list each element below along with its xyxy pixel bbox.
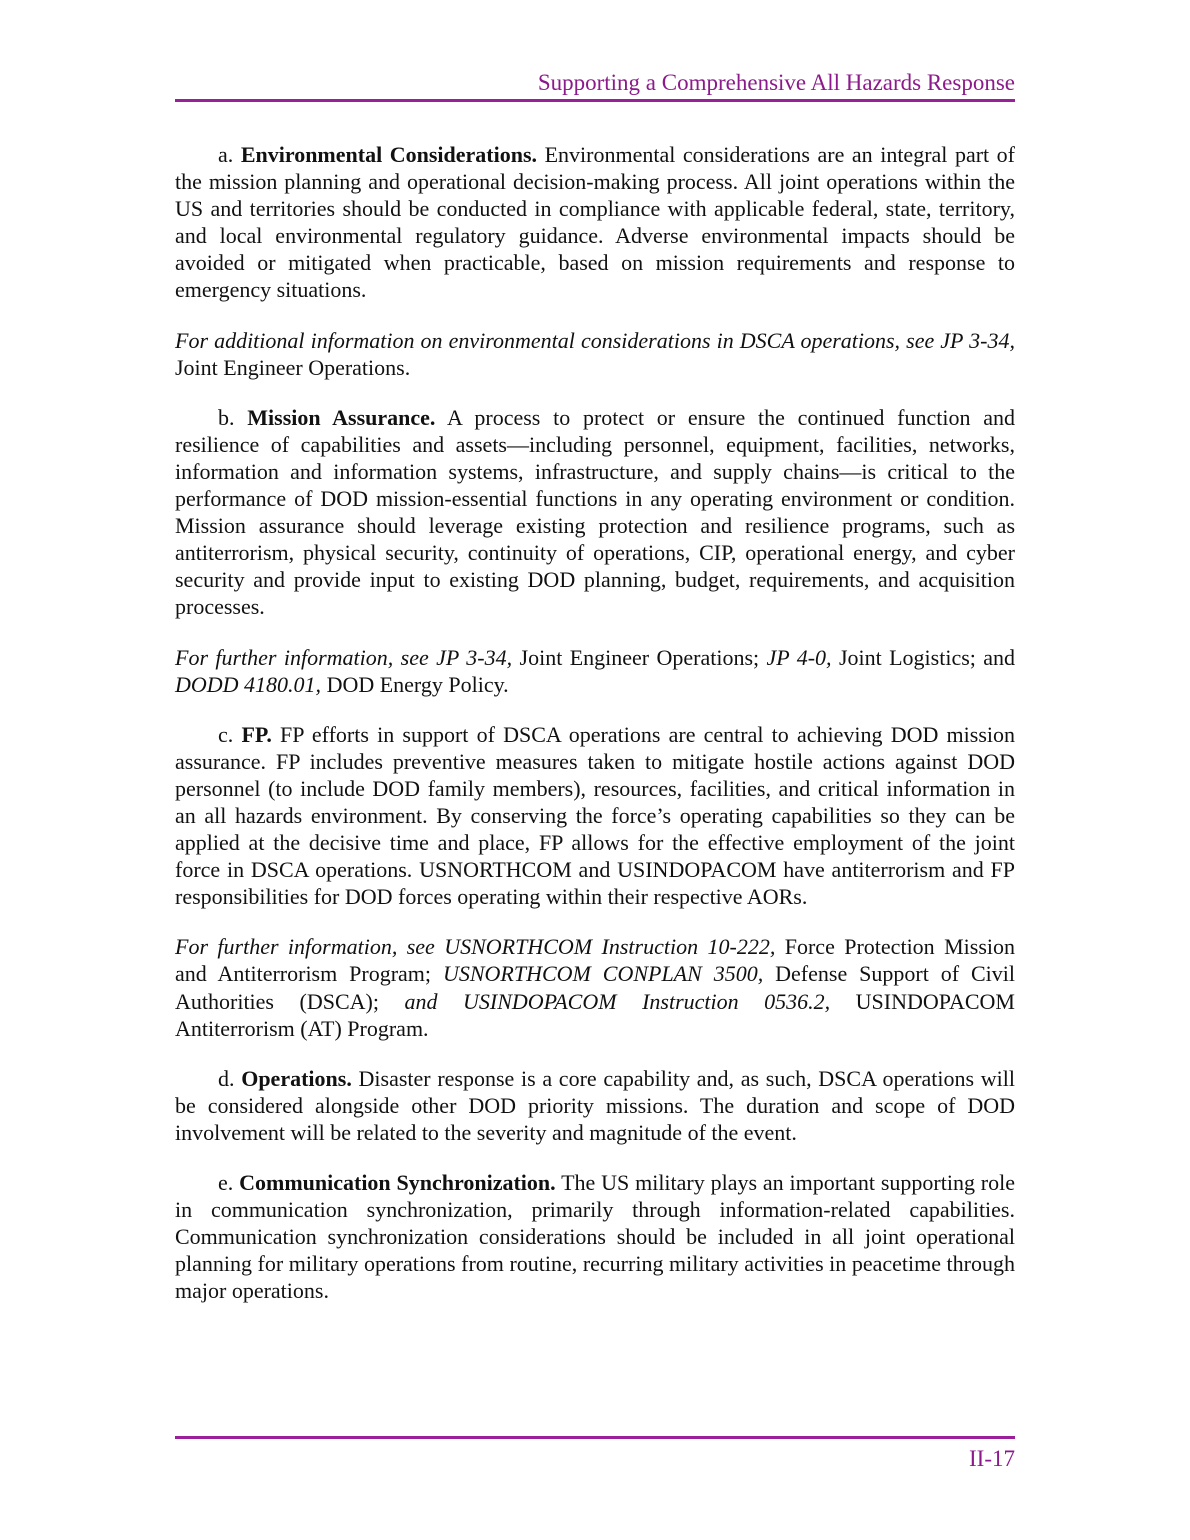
reference-title: Defense Support of Civil Authorities (DSCA); <box>175 961 1015 1014</box>
paragraph-body: Disaster response is a core capability and, as such, DSCA operations will be considered alongside other DOD priority missions. The duration and scope of DOD involvement will be related to the severity and magnitude of the event. <box>175 1065 1016 1145</box>
reference-title: Force Protection Mission and Antiterrorism Program; <box>175 934 1015 987</box>
reference-title: Joint Engineer Operations. <box>175 354 411 380</box>
reference-lead: For additional information on environmental considerations in DSCA operations, see JP 3-34, <box>175 327 1015 353</box>
paragraph-communication-synchronization <box>175 1169 1015 1304</box>
reference-lead: For further information, see JP 3-34, <box>175 644 513 670</box>
reference-title: Joint Engineer Operations; <box>519 644 760 670</box>
reference-lead: For further information, see USNORTHCOM Instruction 10-222, <box>175 934 776 960</box>
paragraph-marker: c. <box>218 721 234 747</box>
paragraph-body: A process to protect or ensure the continued function and resilience of capabilities and assets—including personnel, equipment, facilities, networks, information and information systems, infrastructure, and supply chains—is critical to the performance of DOD mission-essential functions in any operating environment or condition. Mission assurance should leverage existing protection and resilience programs, such as antiterrorism, physical security, continuity of operations, CIP, operational energy, and cyber security and provide input to existing DOD planning, budget, requirements, and acquisition processes. <box>175 404 1015 620</box>
paragraph-marker: a. <box>218 142 234 167</box>
footer-rule <box>175 1436 1015 1439</box>
reference-note-force-protection <box>175 933 1015 1041</box>
paragraph-body: The US military plays an important supporting role in communication synchronization, primarily through information-related capabilities. Communication synchronization considerations should be included in all joint operational planning for military operations from routine, recurring military activities in peacetime through major operations. <box>175 1170 1016 1304</box>
reference-note-mission-assurance <box>175 644 1015 698</box>
paragraph-heading: Environmental Considerations. <box>240 142 538 167</box>
paragraph-body: FP efforts in support of DSCA operations are central to achieving DOD mission assurance. FP includes preventive measures taken to mitigate hostile actions against DOD personnel (to include DOD family members), resources, facilities, and critical information in an all hazards environment. By conserving the force’s operating capabilities so they can be applied at the decisive time and place, FP allows for the effective employment of the joint force in DSCA operations. USNORTHCOM and USINDOPACOM have antiterrorism and FP responsibilities for DOD forces operating within their respective AORs. <box>175 721 1016 910</box>
paragraph-marker: b. <box>218 404 235 430</box>
header-rule <box>175 99 1015 102</box>
reference-citation: USNORTHCOM CONPLAN 3500, <box>442 961 764 987</box>
paragraph-force-protection <box>175 721 1015 911</box>
reference-title: Joint Logistics; and <box>838 644 1016 670</box>
paragraph-marker: e. <box>218 1170 234 1195</box>
reference-citation: and USINDOPACOM Instruction 0536.2, <box>404 988 831 1014</box>
reference-note-environmental <box>175 327 1015 381</box>
paragraph-heading: FP. <box>241 721 272 747</box>
reference-citation: JP 4-0, <box>766 644 832 670</box>
page-number: II-17 <box>969 1446 1015 1471</box>
paragraph-heading: Operations. <box>241 1065 352 1091</box>
document-body <box>175 141 1015 1327</box>
reference-citation: DODD 4180.01, <box>175 671 322 697</box>
paragraph-mission-assurance <box>175 404 1015 621</box>
paragraph-marker: d. <box>218 1065 235 1091</box>
reference-title: DOD Energy Policy. <box>326 671 509 697</box>
paragraph-body: Environmental considerations are an integral part of the mission planning and operational decision-making process. All joint operations within the US and territories should be conducted in compliance with applicable federal, state, territory, and local environmental regulatory guidance. Adverse environmental impacts should be avoided or mitigated when practicable, based on mission requirements and response to emergency situations. <box>175 142 1016 303</box>
paragraph-heading: Mission Assurance. <box>247 404 436 430</box>
paragraph-operations <box>175 1065 1015 1146</box>
paragraph-environmental-considerations <box>175 141 1015 304</box>
running-header-title: Supporting a Comprehensive All Hazards Response <box>537 70 1015 95</box>
paragraph-heading: Communication Synchronization. <box>239 1170 556 1195</box>
reference-title: USINDOPACOM Antiterrorism (AT) Program. <box>175 988 1015 1041</box>
